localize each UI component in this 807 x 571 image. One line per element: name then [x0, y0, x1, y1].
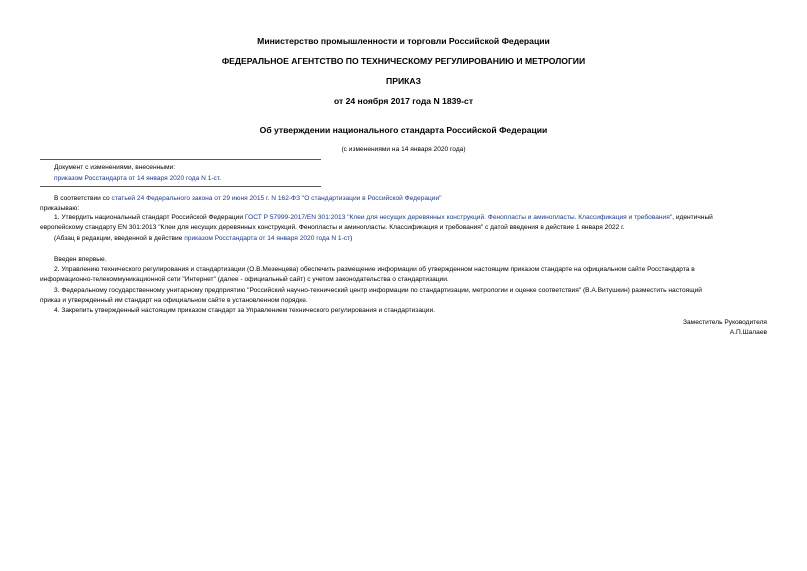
- preamble-line: [54, 194, 442, 203]
- ministry-name: Министерство промышленности и торговли Российской Федерации: [257, 36, 550, 46]
- agency-name: ФЕДЕРАЛЬНОЕ АГЕНТСТВО ПО ТЕХНИЧЕСКОМУ РЕГУЛИРОВАНИЮ И МЕТРОЛОГИИ: [221, 56, 586, 66]
- changes-order-link[interactable]: приказом Росстандарта от 14 января 2020 года N 1-ст: [54, 175, 220, 182]
- item4-text: 4. Закрепить утвержденный настоящим приказом стандарт за Управлением технического регулирования и стандартизации.: [54, 307, 435, 314]
- item1-note: [54, 234, 352, 243]
- federal-law-link[interactable]: статьей 24 Федерального закона от 29 июня 2015 г. N 162-ФЗ "О стандартизации в Российской Федерации": [111, 195, 442, 202]
- item3-line2: приказ и утвержденный им стандарт на официальном сайте в установленном порядке.: [40, 297, 308, 304]
- amendment-order-link[interactable]: приказом Росстандарта от 14 января 2020 года N 1-ст: [184, 235, 351, 242]
- signature-name: А.П.Шалаев: [729, 329, 767, 336]
- top-divider: [40, 159, 321, 160]
- preamble-prefix: В соответствии со: [54, 195, 112, 202]
- item1-line1: [54, 213, 713, 222]
- item1-note-prefix: (Абзац в редакции, введенной в действие: [54, 235, 185, 242]
- item2-line1: 2. Управлению технического регулирования и стандартизации (О.В.Мезенцева) обеспечить размещение информации об утвержденном настоящим приказом стандарте на официальном сайте Росстандарта в: [54, 266, 695, 273]
- document-title: Об утверждении национального стандарта Российской Федерации: [259, 125, 548, 135]
- signature-position: Заместитель Руководителя: [683, 319, 767, 326]
- order-word: приказываю:: [40, 205, 80, 212]
- item3-line1: 3. Федеральному государственному унитарному предприятию "Российский научно-технический центр информации по стандартизации, метрологии и оценке соответствия" (В.А.Витушкин) разместить настоящий: [54, 287, 702, 294]
- bottom-divider: [40, 186, 321, 187]
- item1-note-suffix: ): [350, 235, 353, 242]
- changes-line: [54, 174, 221, 183]
- changes-label: Документ с изменениями, внесенными:: [54, 164, 176, 171]
- amendment-note: (с изменениями на 14 января 2020 года): [341, 146, 466, 153]
- changes-link-suffix: .: [219, 175, 221, 182]
- item1-prefix: 1. Утвердить национальный стандарт Российской Федерации: [54, 214, 245, 221]
- item1-suffix: , идентичный: [672, 214, 713, 221]
- gost-standard-link[interactable]: ГОСТ Р 57999-2017/EN 301:2013 "Клеи для несущих деревянных конструкций. Фенопласты и аминопласты. Классификация и требования": [244, 214, 673, 221]
- document-type: ПРИКАЗ: [386, 76, 421, 86]
- item2-line2: информационно-телекоммуникационной сети "Интернет" (далее - официальный сайт) с учетом законодательства о стандартизации.: [40, 276, 449, 283]
- item1-line2: европейскому стандарту EN 301:2013 "Клеи для несущих деревянных конструкций. Фенопласты и аминопласты. Классификация и требования" с датой введения в действие 1 января 2022 г.: [40, 224, 625, 231]
- introduced-note: Введен впервые.: [54, 256, 107, 263]
- document-date-number: от 24 ноября 2017 года N 1839-ст: [333, 96, 474, 106]
